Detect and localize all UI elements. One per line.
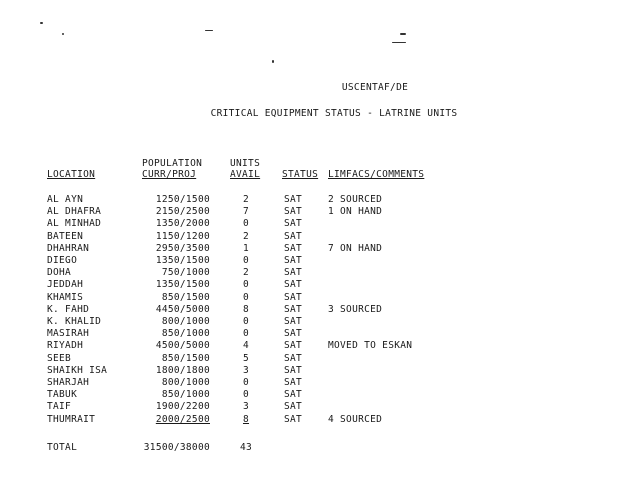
- location-cell: MASIRAH: [47, 328, 90, 340]
- status-cell: SAT: [284, 352, 303, 364]
- location-cell: AL MINHAD: [47, 218, 102, 230]
- scan-speck: [62, 33, 64, 35]
- scan-speck: [392, 42, 406, 43]
- population-cell: 4500/5000: [155, 340, 210, 352]
- table-row: [0, 377, 640, 389]
- table-row: [0, 316, 640, 328]
- location-cell: SEEB: [47, 352, 72, 364]
- population-cell: 1350/1500: [155, 279, 210, 291]
- status-cell: SAT: [284, 303, 303, 315]
- comment-cell: 3 SOURCED: [328, 303, 383, 315]
- units-cell: 2: [242, 194, 250, 205]
- population-cell: 800/1000: [161, 377, 210, 388]
- status-cell: SAT: [284, 218, 303, 230]
- population-header-line2: CURR/PROJ: [142, 169, 197, 180]
- location-cell: KHAMIS: [47, 291, 84, 303]
- units-cell: 0: [242, 377, 250, 388]
- location-cell: AL DHAFRA: [47, 206, 102, 218]
- table-row: [0, 292, 640, 304]
- population-cell: 850/1000: [161, 389, 210, 401]
- table-row: [0, 340, 640, 352]
- status-cell: SAT: [284, 206, 303, 218]
- population-cell: 850/1500: [161, 291, 210, 303]
- status-cell: SAT: [284, 230, 303, 242]
- comment-cell: 2 SOURCED: [328, 194, 383, 205]
- population-cell: 1350/1500: [155, 255, 210, 266]
- population-cell: 2950/3500: [155, 242, 210, 254]
- status-cell: SAT: [284, 377, 303, 388]
- location-cell: DIEGO: [47, 255, 78, 266]
- total-population: 31500/38000: [143, 442, 210, 453]
- units-cell: 3: [242, 401, 250, 413]
- units-cell: 8: [242, 413, 250, 425]
- units-cell: 0: [242, 218, 250, 230]
- location-cell: TABUK: [47, 389, 78, 401]
- memo-id: USCENTAF/DE: [341, 82, 409, 93]
- table-row: [0, 304, 640, 316]
- location-cell: K. FAHD: [47, 303, 90, 315]
- table-row: [0, 194, 640, 206]
- column-header-population: [142, 158, 202, 180]
- location-cell: BATEEN: [47, 230, 84, 242]
- table-row: [0, 414, 640, 426]
- document-title: CRITICAL EQUIPMENT STATUS - LATRINE UNITS: [210, 108, 458, 119]
- scan-speck: [400, 33, 406, 35]
- table-row: [0, 389, 640, 401]
- population-cell: 850/1500: [161, 352, 210, 364]
- location-cell: AL AYN: [47, 194, 84, 205]
- table-row: [0, 365, 640, 377]
- comment-cell: 1 ON HAND: [328, 206, 383, 218]
- location-cell: THUMRAIT: [47, 413, 96, 425]
- comment-cell: MOVED TO ESKAN: [328, 340, 413, 352]
- location-cell: SHARJAH: [47, 377, 90, 388]
- status-cell: SAT: [284, 389, 303, 401]
- column-header-comments: LIMFACS/COMMENTS: [328, 169, 425, 180]
- units-cell: 7: [242, 206, 250, 218]
- location-cell: JEDDAH: [47, 279, 84, 291]
- population-cell: 750/1000: [161, 267, 210, 279]
- population-cell: 2000/2500: [155, 413, 210, 425]
- population-cell: 1900/2200: [155, 401, 210, 413]
- table-row: [0, 353, 640, 365]
- units-cell: 2: [242, 267, 250, 279]
- total-units: 43: [239, 442, 253, 453]
- location-cell: TAIF: [47, 401, 72, 413]
- population-cell: 1350/2000: [155, 218, 210, 230]
- table-row: [0, 267, 640, 279]
- table-row: [0, 243, 640, 255]
- population-cell: 2150/2500: [155, 206, 210, 218]
- units-cell: 8: [242, 303, 250, 315]
- status-cell: SAT: [284, 364, 303, 376]
- location-cell: SHAIKH ISA: [47, 364, 108, 376]
- population-cell: 850/1000: [161, 328, 210, 340]
- total-row: [0, 442, 640, 454]
- status-cell: SAT: [284, 340, 303, 352]
- status-cell: SAT: [284, 242, 303, 254]
- status-cell: SAT: [284, 401, 303, 413]
- table-row: [0, 255, 640, 267]
- column-header-status: STATUS: [282, 169, 319, 180]
- total-label: TOTAL: [47, 442, 78, 453]
- population-cell: 1800/1800: [155, 364, 210, 376]
- table-row: [0, 218, 640, 230]
- population-cell: 1250/1500: [155, 194, 210, 205]
- units-cell: 4: [242, 340, 250, 352]
- table-row: [0, 206, 640, 218]
- comment-cell: 4 SOURCED: [328, 413, 383, 425]
- table-row: [0, 231, 640, 243]
- units-header-line1: UNITS: [230, 158, 261, 169]
- comment-cell: 7 ON HAND: [328, 242, 383, 254]
- location-cell: DOHA: [47, 267, 72, 279]
- column-header-units: [230, 158, 260, 180]
- units-cell: 0: [242, 255, 250, 266]
- table-row: [0, 328, 640, 340]
- units-cell: 0: [242, 328, 250, 340]
- location-cell: DHAHRAN: [47, 242, 90, 254]
- units-cell: 0: [242, 389, 250, 401]
- table-row: [0, 401, 640, 413]
- units-cell: 3: [242, 364, 250, 376]
- scan-speck: [40, 22, 43, 24]
- units-cell: 1: [242, 242, 250, 254]
- location-cell: RIYADH: [47, 340, 84, 352]
- units-cell: 0: [242, 316, 250, 327]
- status-cell: SAT: [284, 316, 303, 327]
- status-cell: SAT: [284, 291, 303, 303]
- population-header-line1: POPULATION: [142, 158, 203, 169]
- status-cell: SAT: [284, 255, 303, 266]
- status-cell: SAT: [284, 279, 303, 291]
- status-cell: SAT: [284, 267, 303, 279]
- column-header-location: LOCATION: [47, 169, 96, 180]
- table-row: [0, 279, 640, 291]
- units-cell: 2: [242, 230, 250, 242]
- units-cell: 5: [242, 352, 250, 364]
- population-cell: 4450/5000: [155, 303, 210, 315]
- units-cell: 0: [242, 291, 250, 303]
- population-cell: 800/1000: [161, 316, 210, 327]
- location-cell: K. KHALID: [47, 316, 102, 327]
- status-cell: SAT: [284, 194, 303, 205]
- scan-speck: [205, 30, 213, 31]
- units-header-line2: AVAIL: [230, 169, 261, 180]
- population-cell: 1150/1200: [155, 230, 210, 242]
- units-cell: 0: [242, 279, 250, 291]
- status-cell: SAT: [284, 328, 303, 340]
- scan-speck: [272, 60, 274, 63]
- status-cell: SAT: [284, 413, 303, 425]
